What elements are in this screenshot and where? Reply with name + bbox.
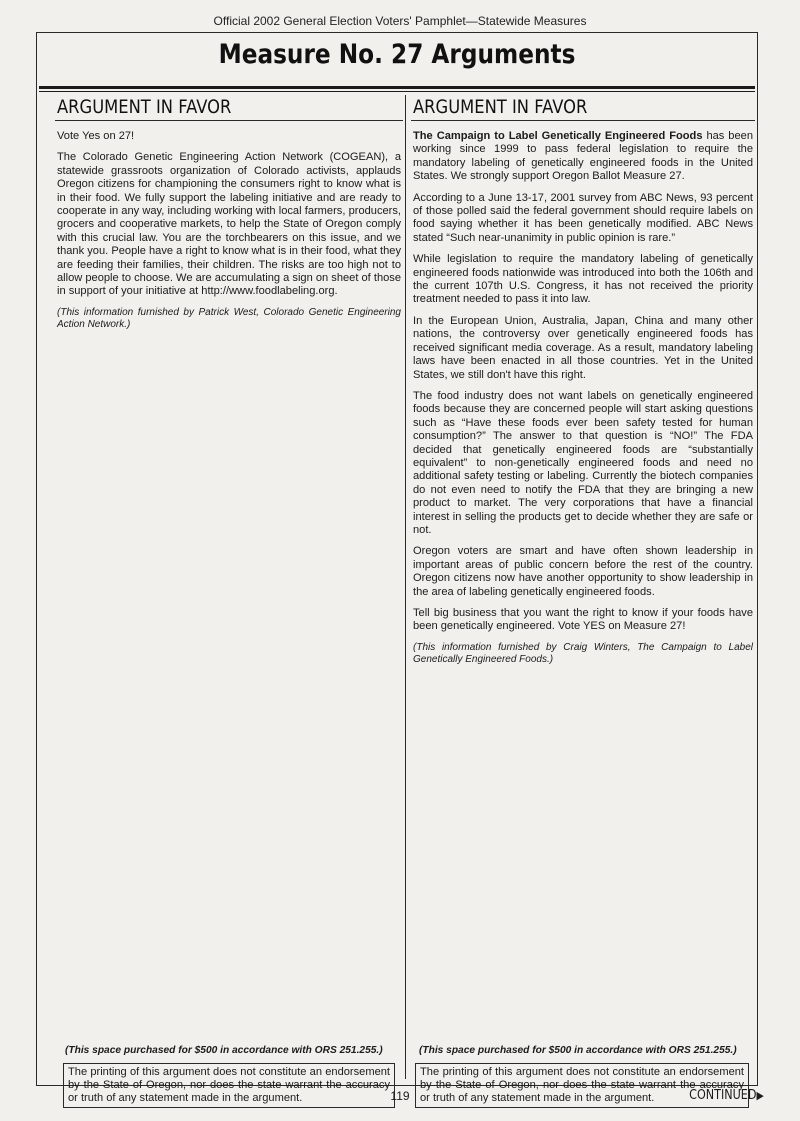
title-rule-thin xyxy=(39,91,755,92)
right-argument-body xyxy=(411,130,755,666)
right-disclaimer: The printing of this argument does not constitute an endorsement by the State of Oregon, nor does the state warrant the accuracy or truth of any statement made in the argument. xyxy=(415,1063,749,1108)
right-lead-paragraph xyxy=(411,130,755,184)
right-paragraph: Tell big business that you want the right to know if your foods have been genetically engineered. Vote YES on Measure 27! xyxy=(413,607,753,633)
campaign-name: The Campaign to Label Genetically Engineered Foods xyxy=(413,130,703,142)
left-purchase-note: (This space purchased for $500 in accordance with ORS 251.255.) xyxy=(65,1045,383,1056)
right-paragraph: The food industry does not want labels on genetically engineered foods because they are concerned people will start asking questions such as “Have these foods ever been safety tested for human consumption?” The answer to that question is “NO!” The FDA decided that genetically engineered foods are “substantially equivalent” to non-genetically engineered foods and need no additional safety testing or labeling. Currently the biotech companies do not even need to notify the FDA that they are bringing a new product to market. The very corporations that have a financial interest in selling the products get to decide whether they are safe or not. xyxy=(413,389,753,536)
pamphlet-header: Official 2002 General Election Voters' Pamphlet—Statewide Measures xyxy=(213,14,587,28)
page-number: 119 xyxy=(390,1089,410,1103)
column-divider xyxy=(405,95,406,1079)
right-heading-rule xyxy=(411,120,755,121)
left-disclaimer: The printing of this argument does not constitute an endorsement by the State of Oregon, nor does the state warrant the accuracy or truth of any statement made in the argument. xyxy=(63,1063,395,1108)
right-column-heading: ARGUMENT IN FAVOR xyxy=(413,96,588,118)
right-purchase-note: (This space purchased for $500 in accordance with ORS 251.255.) xyxy=(419,1045,737,1056)
left-heading-rule xyxy=(55,120,403,121)
left-paragraph: Vote Yes on 27! xyxy=(57,130,135,142)
right-paragraph: While legislation to require the mandatory labeling of genetically engineered foods nationwide was introduced into both the 106th and the current 107th U.S. Congress, it has not received the priority treatment needed to pass it into law. xyxy=(413,253,753,306)
right-paragraph: In the European Union, Australia, Japan, China and many other nations, the controversy over genetically engineered foods has received significant media coverage. As a result, mandatory labeling laws have been enacted in all those countries. Yet in the United States, we still don't have this right. xyxy=(413,314,753,381)
left-column-heading: ARGUMENT IN FAVOR xyxy=(57,96,232,118)
lead-text: has been working since 1999 to pass federal legislation to require the mandatory labeling of genetically engineered foods in the United States. We strongly support Oregon Ballot Measure 27. xyxy=(413,130,753,183)
continued-label: CONTINUED xyxy=(689,1088,757,1103)
right-triangle-icon: ▶ xyxy=(756,1089,764,1102)
title-rule-thick xyxy=(39,86,755,89)
right-attribution: (This information furnished by Craig Winters, The Campaign to Label Genetically Engineered Foods.) xyxy=(413,641,753,665)
right-paragraph: According to a June 13-17, 2001 survey from ABC News, 93 percent of those polled said the federal government should require labels on food saying whether it has been genetically modified. ABC News stated “Such near-unanimity in public opinion is rare.” xyxy=(413,191,753,244)
left-paragraph: The Colorado Genetic Engineering Action Network (COGEAN), a statewide grassroots organization of Colorado activists, applauds Oregon citizens for championing the consumers right to know what is in their food. We fully support the labeling initiative and are ready to cooperate in any way, including working with local farmers, producers, grocers and cooperative markets, to help the State of Oregon comply with this crucial law. You are the torchbearers on this issue, and we thank you. People have a right to know what is in their food, what they are feeding their families, their children. The risks are too high not to allow people to choose. We are accumulating a sign on sheet of those in support of your initiative at http://www.foodlabeling.org. xyxy=(57,151,401,298)
left-argument-body xyxy=(55,130,403,331)
right-paragraph: Oregon voters are smart and have often shown leadership in important areas of public concern before the rest of the country. Oregon citizens now have another opportunity to show leadership in the area of labeling genetically engineered foods. xyxy=(413,545,753,598)
continued-link[interactable] xyxy=(689,1088,764,1103)
page-title: Measure No. 27 Arguments xyxy=(218,39,576,70)
left-attribution: (This information furnished by Patrick West, Colorado Genetic Engineering Action Network.) xyxy=(57,306,401,330)
